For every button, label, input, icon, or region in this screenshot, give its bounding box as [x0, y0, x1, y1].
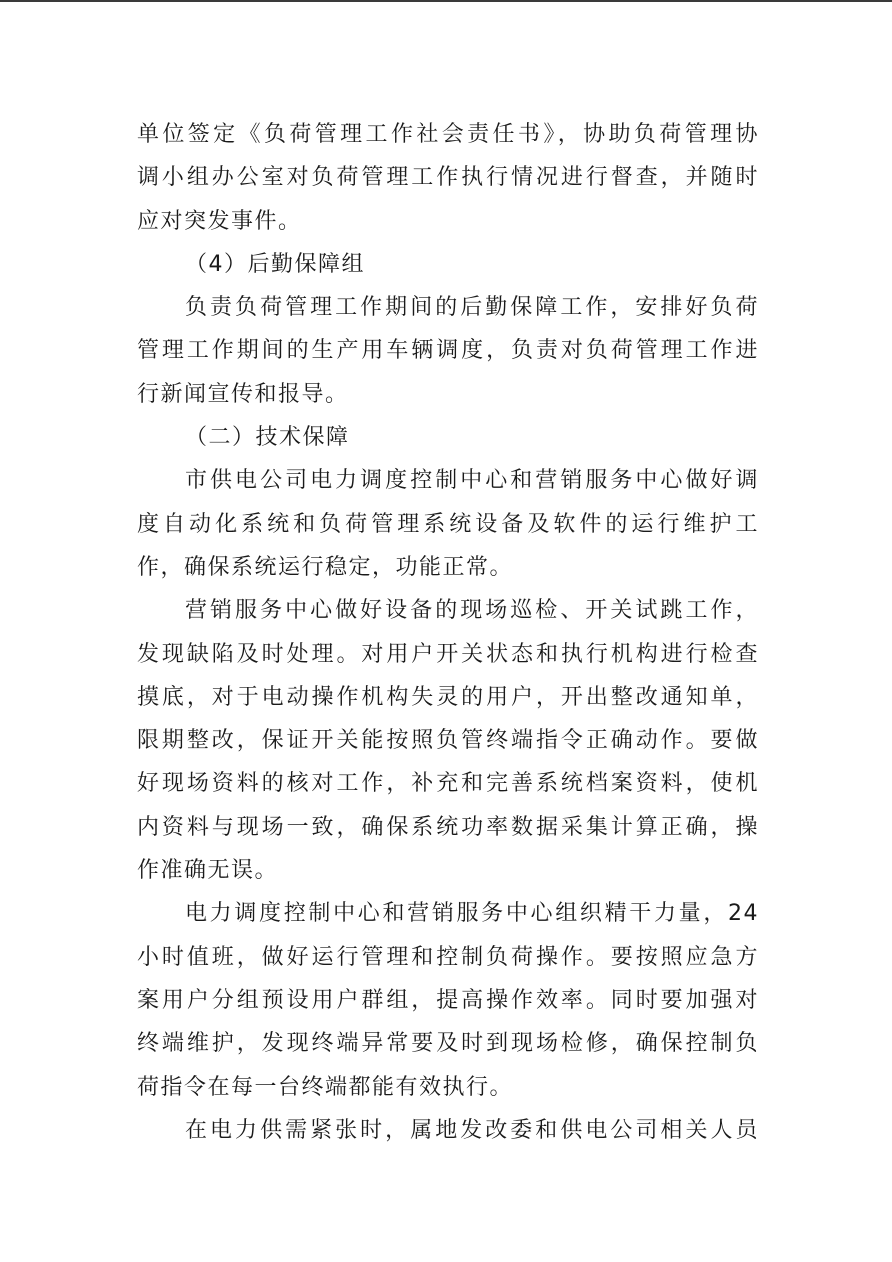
text-line: 度自动化系统和负荷管理系统设备及软件的运行维护工: [137, 511, 759, 537]
section-heading-logistics: （4）后勤保障组: [185, 251, 365, 277]
text-line: 营销服务中心做好设备的现场巡检、开关试跳工作，: [185, 598, 759, 624]
text-line: 作准确无误。: [137, 858, 279, 884]
text-line: 案用户分组预设用户群组，提高操作效率。同时要加强对: [137, 987, 759, 1013]
document-body: [137, 113, 759, 1152]
text-line: 在电力供需紧张时，属地发改委和供电公司相关人员: [185, 1117, 759, 1143]
text-line: 应对突发事件。: [137, 208, 302, 234]
text-line: 负责负荷管理工作期间的后勤保障工作，安排好负荷: [185, 295, 759, 321]
text-line: 好现场资料的核对工作，补充和完善系统档案资料，使机: [137, 771, 759, 797]
text-line: 行新闻宣传和报导。: [137, 381, 349, 407]
text-line: 发现缺陷及时处理。对用户开关状态和执行机构进行检查: [137, 641, 759, 667]
text-line: 限期整改，保证开关能按照负管终端指令正确动作。要做: [137, 728, 759, 754]
text-line: 作，确保系统运行稳定，功能正常。: [137, 554, 514, 580]
text-line: 市供电公司电力调度控制中心和营销服务中心做好调: [185, 468, 759, 494]
text-line: 调小组办公室对负荷管理工作执行情况进行督查，并随时: [137, 165, 759, 191]
text-line: 电力调度控制中心和营销服务中心组织精干力量，24: [185, 901, 759, 927]
text-line: 管理工作期间的生产用车辆调度，负责对负荷管理工作进: [137, 338, 759, 364]
text-line: 内资料与现场一致，确保系统功率数据采集计算正确，操: [137, 814, 759, 840]
top-border-line: [0, 0, 892, 2]
text-line: 摸底，对于电动操作机构失灵的用户，开出整改通知单，: [137, 684, 759, 710]
section-heading-technical-support: （二）技术保障: [185, 425, 350, 451]
text-line: 小时值班，做好运行管理和控制负荷操作。要按照应急方: [137, 944, 759, 970]
text-line: 单位签定《负荷管理工作社会责任书》，协助负荷管理协: [137, 122, 759, 147]
text-line: 荷指令在每一台终端都能有效执行。: [137, 1074, 514, 1100]
text-line: 终端维护，发现终端异常要及时到现场检修，确保控制负: [137, 1031, 759, 1057]
